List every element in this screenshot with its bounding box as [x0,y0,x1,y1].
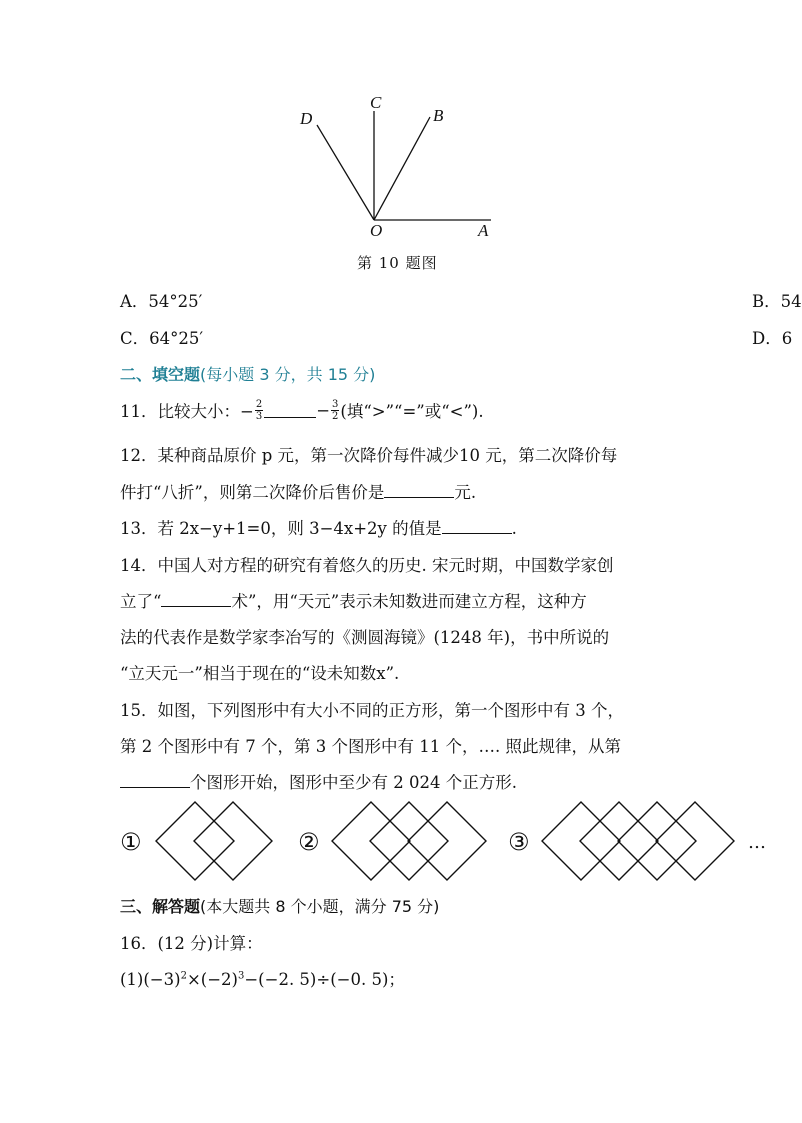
q14-line-4: “立天元一”相当于现在的“设未知数x”. [120,664,400,683]
q15-line-1: 15．如图，下列图形中有大小不同的正方形，第一个图形中有 3 个， [120,701,624,720]
ray-od [317,125,374,220]
section-2-heading [120,362,375,385]
q14-line-1: 14．中国人对方程的研究有着悠久的历史. 宋元时期，中国数学家创 [120,556,614,575]
option-a: A．54°25′ [120,292,203,311]
q12-line-2-text: 件打“八折”，则第二次降价后售价是 [120,483,385,502]
q16-part-1 [120,966,405,990]
q16-exponent-2: 3 [237,970,245,982]
figure-10-caption: 第 10 题图 [357,254,438,272]
section-2-note: (每小题 3 分，共 15 分) [200,365,376,384]
q12-line-2 [120,479,476,503]
pattern-figure-1-label: ① [120,828,142,856]
point-a-label: A [478,221,489,240]
section-2-title: 二、填空题 [120,365,201,384]
q16-part1-c: −(−2. 5)÷(−0. 5)； [244,970,405,989]
q15-answer-blank[interactable] [120,773,190,788]
q14-answer-blank[interactable] [161,592,231,607]
q12-line-1: 12．某种商品原价 p 元，第一次降价每件减少10 元，第二次降价每 [120,446,618,465]
q12-line-2-end: 元. [454,483,477,502]
section-3-note: (本大题共 8 个小题，满分 75 分) [200,897,440,916]
q14-line-2-rest: 术”，用“天元”表示未知数进而建立方程，这种方 [231,592,587,611]
q11-frac1-denominator: 3 [255,410,263,422]
q16-part1-a: (1)(−3) [120,970,181,989]
q16-part1-b: ×(−2) [186,970,238,989]
q11-fraction-1 [255,399,263,422]
point-d-label: D [300,109,313,128]
q11-frac2-denominator: 2 [332,410,339,422]
q11-fraction-2 [331,399,339,422]
ray-ob [374,117,430,220]
pattern-figure-3-label: ③ [508,828,530,856]
question-13 [120,515,517,539]
pattern-figure-2-label: ② [298,828,320,856]
q13-text: 13．若 2x−y+1=0，则 3−4x+2y 的值是 [120,519,442,538]
option-c: C．64°25′ [120,329,204,348]
point-b-label: B [433,106,444,125]
q12-answer-blank[interactable] [384,483,454,498]
pattern-figure-2 [332,802,486,880]
option-b: B．54 [752,292,802,311]
q11-frac1-numerator: 2 [255,398,263,410]
q15-line-3-text: 个图形开始，图形中至少有 2 024 个正方形. [190,773,517,792]
section-3-heading [120,894,439,917]
question-11 [120,398,484,422]
option-d: D．6 [752,329,793,348]
q11-prefix: 比较大小：− [157,402,254,421]
q13-end: . [511,519,517,538]
q11-minus: − [316,400,331,420]
figure-10-diagram [290,95,510,245]
q11-frac2-numerator: 3 [332,398,339,410]
section-3-title: 三、解答题 [120,897,201,916]
q11-suffix: (填“>”“=”或“<”). [340,402,484,421]
q14-line-3: 法的代表作是数学家李冶写的《测圆海镜》(1248 年)，书中所说的 [120,628,610,647]
q11-number: 11． [120,402,158,421]
q15-line-2: 第 2 个图形中有 7 个，第 3 个图形中有 11 个，…. 照此规律，从第 [120,737,621,756]
q15-line-3 [120,769,517,793]
point-c-label: C [370,93,382,112]
point-o-label: O [370,221,383,240]
q11-answer-blank[interactable] [264,403,316,418]
q14-line-2 [120,588,587,612]
q16-header: 16．(12 分)计算： [120,934,263,953]
pattern-figure-3 [542,802,734,880]
pattern-figure-1 [156,802,272,880]
q13-answer-blank[interactable] [442,519,512,534]
q16-exponent-1: 2 [180,970,187,982]
q14-line-2-start: 立了“ [120,592,162,611]
pattern-ellipsis: … [748,832,766,853]
pattern-diagram [0,798,794,888]
